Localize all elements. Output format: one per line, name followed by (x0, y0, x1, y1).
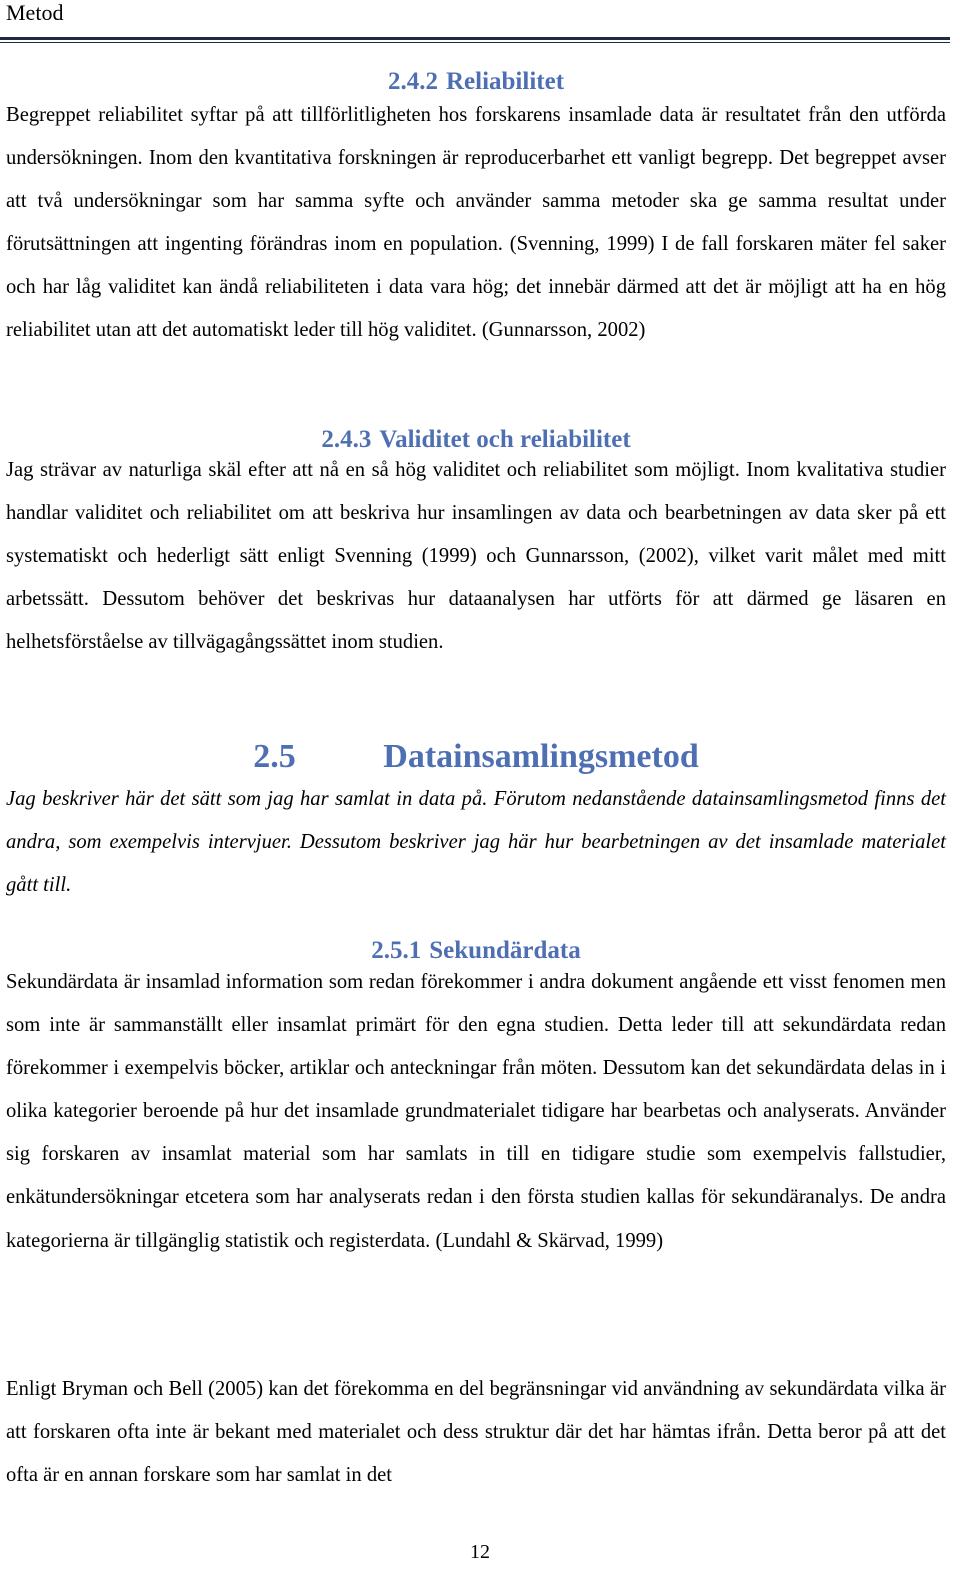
header-title: Metod (6, 0, 64, 25)
paragraph-datainsamling: Jag beskriver här det sätt som jag har samlat in data på. Förutom nedanstående datainsamlingsmetod finns det andra, som exempelvis intervjuer. Dessutom beskriver jag här hur bearbetningen av det insamlade materialet gått till. (6, 788, 946, 897)
paragraph-sekundardata-1: Sekundärdata är insamlad information som redan förekommer i andra dokument angående ett visst fenomen men som inte är sammanställt eller insamlat primärt för den egna studien. Detta leder till att sekundärdata redan förekommer i exempelvis böcker, artiklar och anteckningar från möten. Dessutom kan det sekundärdata delas in i olika kategorier beroende på hur det insamlade grundmaterialet tidigare har bearbetas och analyserats. Använder sig forskaren av insamlat material som har samlats in till en tidigare studie som exempelvis fallstudier, enkätundersökningar etcetera som har analyserats redan i den första studien kallas för sekundäranalys. De andra kategorierna är tillgänglig statistik och registerdata. (Lundahl & Skärvad, 1999) (6, 971, 946, 1252)
heading-number: 2.5 (253, 738, 296, 775)
heading-number: 2.5.1 (371, 937, 422, 964)
page-header (0, 0, 960, 34)
heading-number: 2.4.3 (321, 426, 372, 453)
header-rule-thick (0, 37, 950, 40)
header-rule-thin (0, 42, 950, 43)
heading-number: 2.4.2 (387, 68, 438, 95)
paragraph-validitet: Jag strävar av naturliga skäl efter att nå en så hög validitet och reliabilitet som möjligt. Inom kvalitativa studier handlar validitet och reliabilitet om att beskriva hur insamlingen av data och bearbetningen av data sker på ett systematiskt och hederligt sätt enligt Svenning (1999) och Gunnarsson, (2002), vilket varit målet med mitt arbetssätt. Dessutom behöver det beskrivas hur dataanalysen har utförts för att därmed ge läsaren en helhetsförståelse av tillvägagångssättet inom studien. (6, 459, 946, 654)
heading-2-4-2 (6, 68, 946, 96)
heading-title: Datainsamlingsmetod (383, 738, 699, 775)
heading-title: Sekundärdata (429, 937, 581, 964)
heading-2-5 (6, 738, 946, 776)
paragraph-reliabilitet: Begreppet reliabilitet syftar på att tillförlitligheten hos forskarens insamlade data är resultatet från den utförda undersökningen. Inom den kvantitativa forskningen är reproducerbarhet ett vanligt begrepp. Det begreppet avser att två undersökningar som har samma syfte och använder samma metoder ska ge samma resultat under förutsättningen att ingenting förändras inom en population. (Svenning, 1999) I de fall forskaren mäter fel saker och har låg validitet kan ändå reliabiliteten i data vara hög; det innebär därmed att det är möjligt att ha en hög reliabilitet utan att det automatiskt leder till hög validitet. (Gunnarsson, 2002) (6, 104, 946, 342)
paragraph-sekundardata-2: Enligt Bryman och Bell (2005) kan det förekomma en del begränsningar vid användning av sekundärdata vilka är att forskaren ofta inte är bekant med materialet och dess struktur där det har hämtas ifrån. Detta beror på att det ofta är en annan forskare som har samlat in det (6, 1378, 946, 1487)
page-number: 12 (470, 1541, 490, 1563)
heading-title: Validitet och reliabilitet (379, 426, 631, 453)
heading-title: Reliabilitet (445, 68, 565, 95)
